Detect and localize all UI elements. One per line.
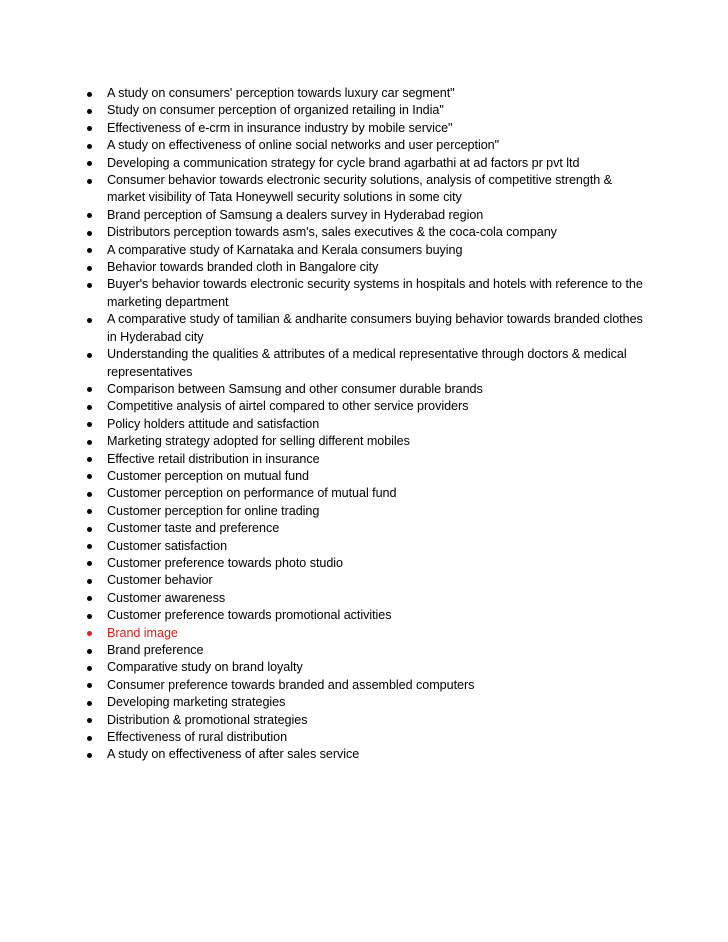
list-item-text: Distributors perception towards asm's, sales executives & the coca-cola company [107, 225, 557, 240]
bullet-icon [87, 683, 92, 688]
list-item-text: Customer preference towards promotional activities [107, 608, 392, 623]
list-item-text: Effectiveness of rural distribution [107, 730, 288, 745]
list-item-text: Customer taste and preference [107, 521, 280, 536]
bullet-icon [87, 440, 92, 445]
list-item [86, 259, 646, 276]
bullet-icon [87, 666, 92, 671]
list-item [86, 520, 646, 537]
list-item-text: A study on consumers' perception towards luxury car segment" [107, 86, 455, 100]
list-item [86, 120, 646, 137]
list-item [86, 433, 646, 450]
list-item [86, 468, 646, 485]
list-item-text: Developing marketing strategies [107, 695, 286, 710]
list-item-text: Consumer preference towards branded and assembled computers [107, 677, 475, 692]
list-item-text: Effectiveness of e-crm in insurance industry by mobile service" [107, 120, 453, 135]
list-item [86, 555, 646, 572]
bullet-icon [87, 718, 92, 723]
list-item-text: Policy holders attitude and satisfaction [107, 416, 320, 431]
list-item [86, 381, 646, 398]
list-item-text: Comparison between Samsung and other consumer durable brands [107, 381, 483, 396]
bullet-icon [87, 179, 92, 184]
list-item-text: Brand preference [107, 643, 204, 657]
list-item [86, 155, 646, 172]
list-item [86, 311, 646, 346]
list-item [86, 346, 646, 381]
list-item [86, 642, 646, 659]
bullet-icon [87, 753, 92, 758]
list-item [86, 172, 646, 207]
list-item [86, 694, 646, 711]
list-item [86, 659, 646, 676]
list-item-text: Brand image [107, 625, 178, 640]
list-item-text: Understanding the qualities & attributes of a medical representative through doctors & medical representatives [107, 347, 627, 379]
list-item-text: A comparative study of tamilian & andharite consumers buying behavior towards branded clothes in Hyderabad city [107, 312, 643, 344]
list-item-text: Customer preference towards photo studio [107, 555, 344, 570]
list-item-text: Comparative study on brand loyalty [107, 660, 303, 675]
list-item-text: Study on consumer perception of organized retailing in India" [107, 103, 444, 118]
bullet-icon [87, 248, 92, 253]
list-item-text: A study on effectiveness of online social networks and user perception" [107, 138, 500, 153]
bullet-icon [87, 318, 92, 323]
list-item [86, 416, 646, 433]
bullet-icon [87, 213, 92, 218]
list-item-text: Buyer's behavior towards electronic security systems in hospitals and hotels with reference to the marketing department [107, 277, 643, 309]
list-item [86, 590, 646, 607]
bullet-icon [87, 527, 92, 532]
list-item [86, 746, 646, 763]
list-item-text: Competitive analysis of airtel compared to other service providers [107, 399, 469, 414]
bullet-icon [87, 283, 92, 288]
bullet-icon [87, 579, 92, 584]
list-item-text: Customer awareness [107, 590, 226, 605]
list-item [86, 485, 646, 502]
bullet-icon [87, 126, 92, 131]
list-item [86, 102, 646, 119]
list-item [86, 503, 646, 520]
bullet-icon [87, 231, 92, 236]
bullet-icon [87, 422, 92, 427]
list-item-text: Brand perception of Samsung a dealers survey in Hyderabad region [107, 207, 484, 222]
list-item-text: A study on effectiveness of after sales service [107, 747, 360, 762]
bullet-icon [87, 509, 92, 514]
bullet-icon [87, 474, 92, 479]
bullet-icon [87, 109, 92, 114]
list-item [86, 538, 646, 555]
list-item [86, 625, 646, 642]
list-item [86, 398, 646, 415]
bullet-icon [87, 492, 92, 497]
list-item-text: Customer satisfaction [107, 538, 228, 553]
bullet-icon [87, 92, 92, 97]
bullet-icon [87, 144, 92, 149]
list-item-text: Customer perception on performance of mutual fund [107, 486, 397, 501]
list-item-text: Behavior towards branded cloth in Bangalore city [107, 260, 379, 275]
list-item [86, 207, 646, 224]
list-item [86, 85, 646, 102]
list-item [86, 607, 646, 624]
bullet-icon [87, 631, 92, 636]
list-item-text: Customer behavior [107, 573, 213, 588]
list-item [86, 572, 646, 589]
bullet-icon [87, 457, 92, 462]
bullet-icon [87, 596, 92, 601]
bullet-icon [87, 405, 92, 410]
list-item-text: Customer perception for online trading [107, 503, 320, 518]
bullet-icon [87, 353, 92, 358]
list-item [86, 242, 646, 259]
list-item-text: Consumer behavior towards electronic security solutions, analysis of competitive strength & market visibility of Tata Honeywell security solutions in some city [107, 173, 613, 205]
list-item [86, 224, 646, 241]
list-item-text: A comparative study of Karnataka and Kerala consumers buying [107, 242, 463, 257]
list-item [86, 276, 646, 311]
bullet-icon [87, 701, 92, 706]
list-item-text: Distribution & promotional strategies [107, 712, 308, 727]
list-item-text: Developing a communication strategy for cycle brand agarbathi at ad factors pr pvt ltd [107, 155, 580, 170]
bullet-icon [87, 561, 92, 566]
list-item [86, 137, 646, 154]
list-item [86, 712, 646, 729]
list-item-text: Effective retail distribution in insurance [107, 451, 320, 466]
list-item [86, 729, 646, 746]
bullet-icon [87, 161, 92, 166]
bullet-icon [87, 736, 92, 741]
list-item-text: Marketing strategy adopted for selling different mobiles [107, 434, 410, 449]
list-item [86, 451, 646, 468]
bullet-icon [87, 614, 92, 619]
bullet-icon [87, 387, 92, 392]
list-item [86, 677, 646, 694]
bullet-icon [87, 649, 92, 654]
project-topic-list [86, 85, 646, 764]
list-item-text: Customer perception on mutual fund [107, 468, 310, 483]
bullet-icon [87, 266, 92, 271]
bullet-icon [87, 544, 92, 549]
